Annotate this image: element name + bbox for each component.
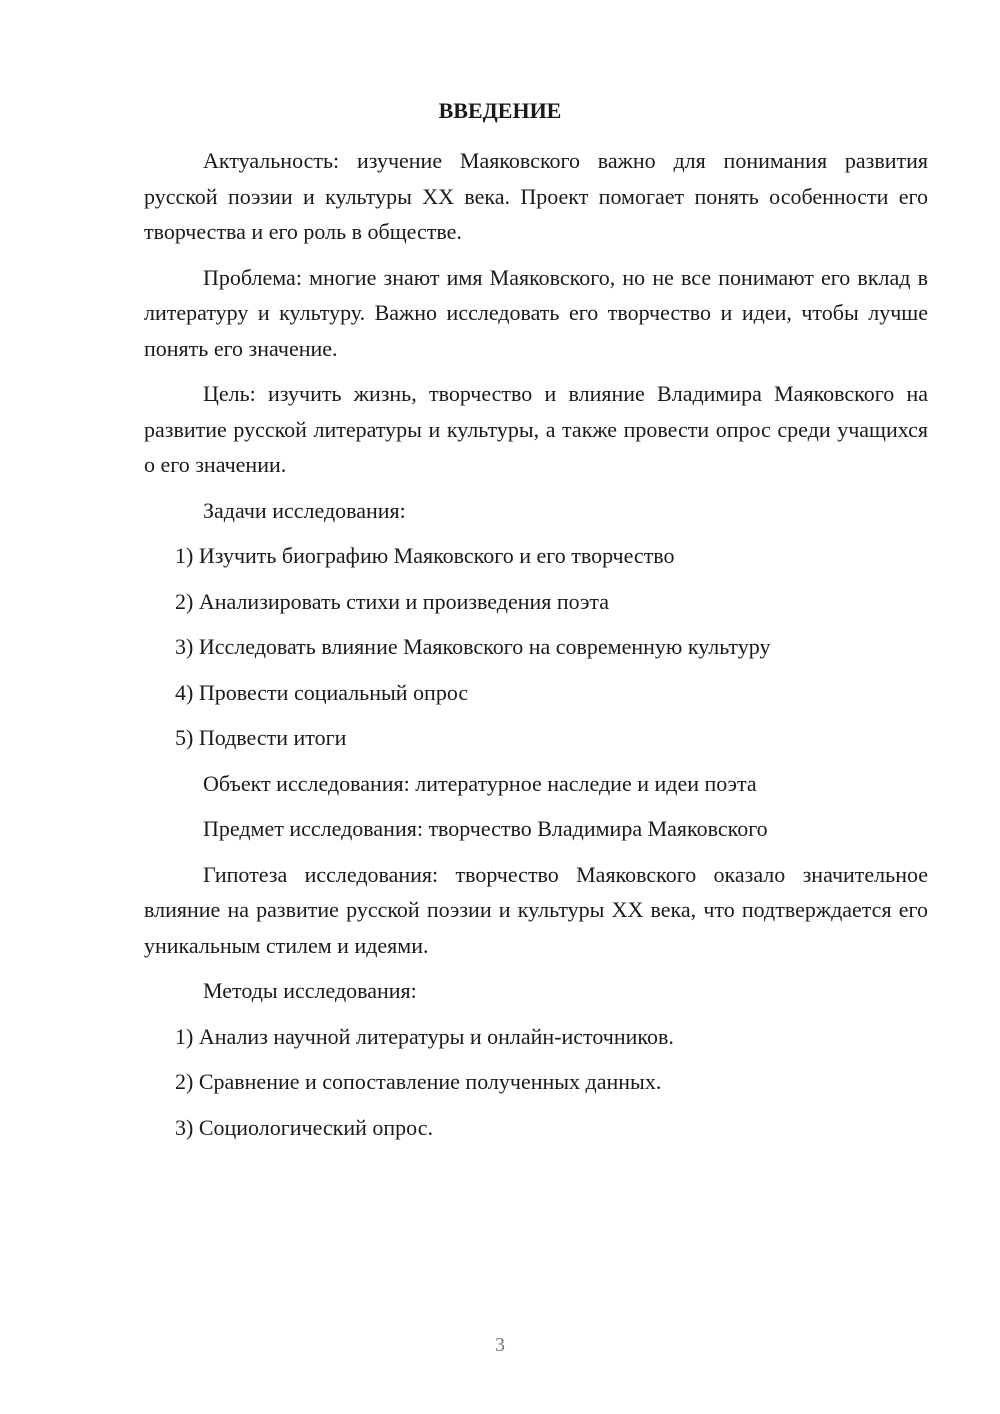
hypothesis-paragraph: Гипотеза исследования: творчество Маяковского оказало значительное влияние на развитие русской поэзии и культуры XX века, что подтверждается его уникальным стилем и идеями. — [144, 861, 928, 958]
methods-heading: Методы исследования: — [203, 978, 417, 1003]
list-item: 2) Анализировать стихи и произведения поэта — [175, 588, 610, 614]
relevance-paragraph: Актуальность: изучение Маяковского важно для понимания развития русской поэзии и культуры XX века. Проект помогает понять особенности его творчества и его роль в обществе. — [144, 148, 928, 244]
tasks-list — [144, 538, 928, 756]
problem-paragraph: Проблема: многие знают имя Маяковского, но не все понимают его вклад в литературу и культуру. Важно исследовать его творчество и идеи, чтобы лучше понять его значение. — [144, 264, 928, 361]
list-item: 1) Изучить биографию Маяковского и его творчество — [175, 543, 675, 568]
object-paragraph: Объект исследования: литературное наследие и идеи поэта — [203, 770, 757, 796]
list-item: 5) Подвести итоги — [175, 725, 347, 750]
list-item: 1) Анализ научной литературы и онлайн-источников. — [175, 1023, 674, 1049]
list-item: 3) Социологический опрос. — [175, 1114, 433, 1140]
document-body — [144, 143, 928, 1155]
goal-paragraph: Цель: изучить жизнь, творчество и влияние Владимира Маяковского на развитие русской литературы и культуры, а также провести опрос среди учащихся о его значении. — [144, 381, 928, 477]
list-item: 3) Исследовать влияние Маяковского на современную культуру — [175, 634, 771, 659]
page-number: 3 — [495, 1334, 505, 1356]
page-title: ВВЕДЕНИЕ — [438, 98, 562, 123]
methods-list — [144, 1019, 928, 1146]
list-item: 2) Сравнение и сопоставление полученных данных. — [175, 1069, 662, 1094]
subject-paragraph: Предмет исследования: творчество Владимира Маяковского — [203, 816, 768, 841]
list-item: 4) Провести социальный опрос — [175, 679, 469, 705]
tasks-heading: Задачи исследования: — [203, 497, 406, 523]
